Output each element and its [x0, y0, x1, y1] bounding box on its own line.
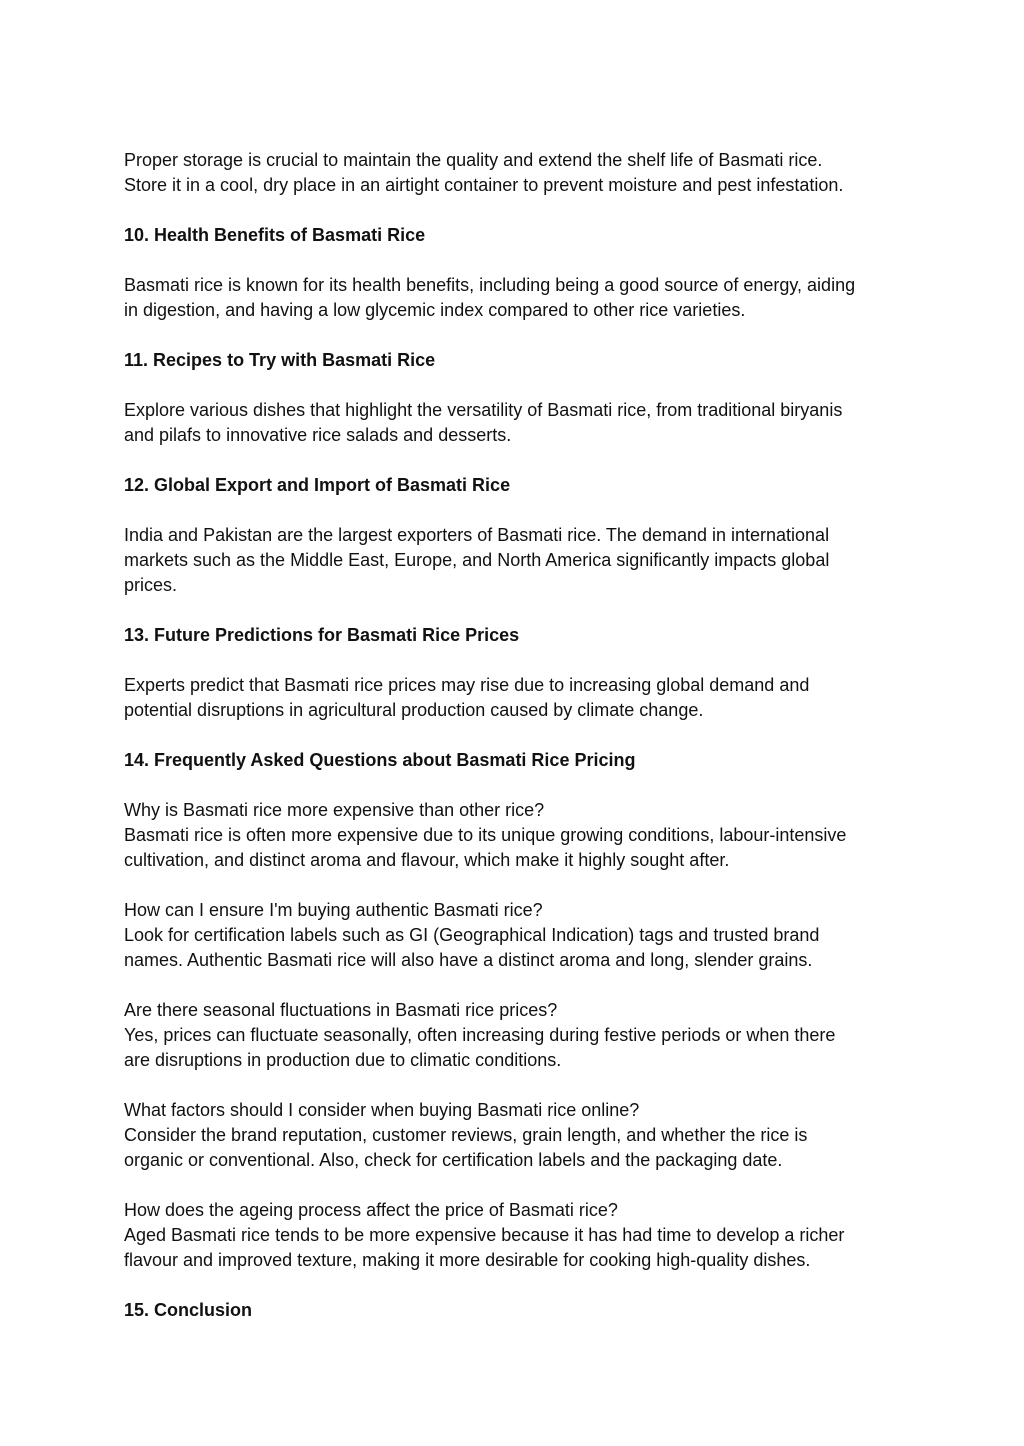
faq-answer-line: Aged Basmati rice tends to be more expensive because it has had time to develop a richer [124, 1225, 845, 1245]
body-paragraph [124, 398, 904, 448]
paragraph-line: and pilafs to innovative rice salads and desserts. [124, 425, 512, 445]
faq-answer-line: Look for certification labels such as GI (Geographical Indication) tags and trusted brand [124, 925, 820, 945]
section-heading: 15. Conclusion [124, 1300, 253, 1320]
intro-paragraph [124, 148, 904, 198]
faq-question: Why is Basmati rice more expensive than other rice? [124, 800, 545, 820]
section-heading: 13. Future Predictions for Basmati Rice Prices [124, 625, 520, 645]
faq-item [124, 898, 904, 973]
body-paragraph [124, 523, 904, 598]
faq-answer-line: names. Authentic Basmati rice will also have a distinct aroma and long, slender grains. [124, 950, 813, 970]
faq-answer-line: Consider the brand reputation, customer reviews, grain length, and whether the rice is [124, 1125, 808, 1145]
faq-question: Are there seasonal fluctuations in Basmati rice prices? [124, 1000, 558, 1020]
faq-item [124, 798, 904, 873]
faq-answer-line: organic or conventional. Also, check for certification labels and the packaging date. [124, 1150, 783, 1170]
section-heading: 14. Frequently Asked Questions about Basmati Rice Pricing [124, 750, 636, 770]
faq-answer-line: cultivation, and distinct aroma and flavour, which make it highly sought after. [124, 850, 730, 870]
faq-answer-line: Yes, prices can fluctuate seasonally, often increasing during festive periods or when there [124, 1025, 836, 1045]
paragraph-line: prices. [124, 575, 178, 595]
paragraph-line: Explore various dishes that highlight the versatility of Basmati rice, from traditional biryanis [124, 400, 843, 420]
faq-item [124, 998, 904, 1073]
intro-line: Store it in a cool, dry place in an airtight container to prevent moisture and pest infestation. [124, 175, 844, 195]
faq-item [124, 1198, 904, 1273]
paragraph-line: Experts predict that Basmati rice prices may rise due to increasing global demand and [124, 675, 810, 695]
paragraph-line: potential disruptions in agricultural production caused by climate change. [124, 700, 704, 720]
paragraph-line: in digestion, and having a low glycemic index compared to other rice varieties. [124, 300, 746, 320]
intro-line: Proper storage is crucial to maintain the quality and extend the shelf life of Basmati rice. [124, 150, 823, 170]
paragraph-line: Basmati rice is known for its health benefits, including being a good source of energy, aiding [124, 275, 856, 295]
section-heading: 11. Recipes to Try with Basmati Rice [124, 350, 436, 370]
faq-item [124, 1098, 904, 1173]
faq-question: How can I ensure I'm buying authentic Basmati rice? [124, 900, 543, 920]
paragraph-line: markets such as the Middle East, Europe, and North America significantly impacts global [124, 550, 830, 570]
body-paragraph [124, 673, 904, 723]
faq-question: How does the ageing process affect the price of Basmati rice? [124, 1200, 618, 1220]
faq-question: What factors should I consider when buying Basmati rice online? [124, 1100, 640, 1120]
section-heading: 12. Global Export and Import of Basmati Rice [124, 475, 511, 495]
document-page [124, 148, 904, 1348]
faq-answer-line: flavour and improved texture, making it more desirable for cooking high-quality dishes. [124, 1250, 811, 1270]
section-heading: 10. Health Benefits of Basmati Rice [124, 225, 426, 245]
paragraph-line: India and Pakistan are the largest exporters of Basmati rice. The demand in international [124, 525, 830, 545]
faq-answer-line: are disruptions in production due to climatic conditions. [124, 1050, 562, 1070]
faq-answer-line: Basmati rice is often more expensive due to its unique growing conditions, labour-intensive [124, 825, 847, 845]
body-paragraph [124, 273, 904, 323]
